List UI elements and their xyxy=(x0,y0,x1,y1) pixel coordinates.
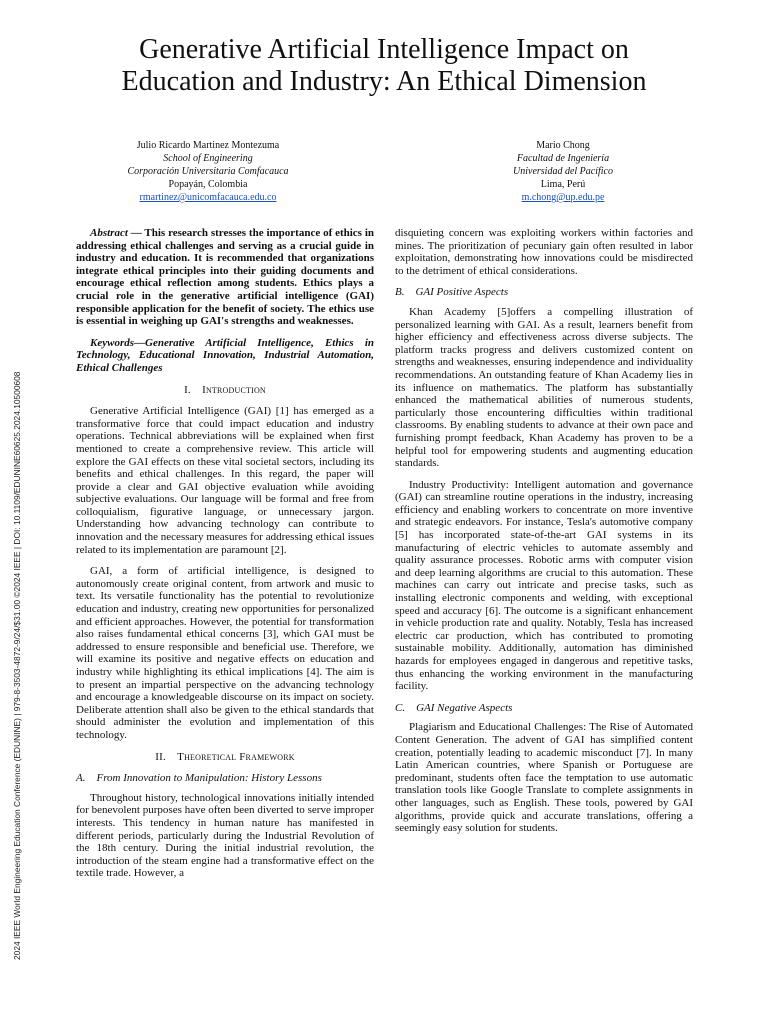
left-column xyxy=(76,227,374,889)
author-name: Mario Chong xyxy=(536,140,590,151)
abstract xyxy=(76,227,374,328)
paragraph: Generative Artificial Intelligence (GAI) [1] has emerged as a transformative force that could impact education and industry operations. Technical abbreviations will be explained when first mentioned to create a comprehensive review. This article will explore the GAI effects on these vital societal sectors, including its benefits and ethical challenges. In this regard, the paper will provide a clear and GAI objective evaluation while avoiding subjective evaluations. Our language will be formal and free from colloquialism, figurative language, or unnecessary jargon. Understanding how advancing technology can contribute to innovation and the necessary measures for addressing ethical issues related to its implementation are paramount [2]. xyxy=(76,405,374,556)
paragraph: Plagiarism and Educational Challenges: The Rise of Automated Content Generation. The advent of GAI has simplified content creation, potentially leading to academic misconduct [7]. In many Latin American countries, where Spanish or Portuguese are predominant, students often face the temptation to use automatic translation tools like Google Translate to complete assignments in other languages, such as English. These tools, powered by GAI algorithms, provide quick and accurate translations, offering a seemingly easy solution for students. xyxy=(395,721,693,835)
abstract-text: — This research stresses the importance of ethics in addressing ethical challenges and serving as a crucial guide in industry and education. It is recommended that organizations integrate ethical principles into their guiding documents and encourage ethical reflection among students. Ethics plays a crucial role in the generative artificial intelligence (GAI) responsible application for the benefit of society. The ethics use is essential in weighing up GAI's strengths and weaknesses. xyxy=(76,227,374,328)
author-city: Popayán, Colombia xyxy=(168,179,248,190)
subsection-heading-positive: B. GAI Positive Aspects xyxy=(395,286,509,299)
abstract-label: Abstract xyxy=(90,227,128,239)
title-line-1: Generative Artificial Intelligence Impact on xyxy=(139,34,629,65)
author-email-link[interactable]: rmartinez@unicomfacauca.edu.co xyxy=(139,192,277,203)
author-email-link[interactable]: m.chong@up.edu.pe xyxy=(521,192,605,203)
subsection-heading-history: A. From Innovation to Manipulation: History Lessons xyxy=(76,772,322,785)
subsection-heading-negative: C. GAI Negative Aspects xyxy=(395,701,513,714)
right-column xyxy=(395,227,693,844)
author-org: Universidad del Pacífico xyxy=(513,166,613,177)
author-name: Julio Ricardo Martinez Montezuma xyxy=(136,140,280,151)
paper-title xyxy=(40,34,728,98)
paragraph: Throughout history, technological innovations initially intended for benevolent purposes have often been diverted to serve improper interests. This tendency in human nature has manifested in different periods, particularly during the Industrial Revolution of the 18th century. During the initial industrial revolution, the introduction of the steam engine had a transformative effect on the textile trade. However, a xyxy=(76,791,374,880)
author-city: Lima, Perú xyxy=(540,179,586,190)
title-line-2: Education and Industry: An Ethical Dimension xyxy=(121,66,647,97)
author-block-1 xyxy=(88,139,328,204)
paragraph: Industry Productivity: Intelligent automation and governance (GAI) can streamline routine operations in the industry, increasing efficiency and enabling workers to concentrate on more inventive and strategic endeavors. For instance, Tesla's automotive company [5] has incorporated state-of-the-art GAI systems in its manufacturing of electric vehicles to automate assembly and quality assurance processes. Robotic arms with computer vision and deep learning algorithms are crucial to this automation. These machines can carry out intricate and precise tasks, such as installing electronic components and welding, with exceptional speed and accuracy [6]. The outcome is a significant enhancement in vehicle production rate and quality. Notably, Tesla has increased electric car production, which has contributed to promoting sustainable mobility. Additionally, automation has diminished hazards for employees engaged in dangerous and repetitive tasks, thus enhancing the working environment in the manufacturing facility. xyxy=(395,478,693,693)
section-heading-theoretical-framework: II. Theoretical Framework xyxy=(155,750,295,763)
paragraph: disquieting concern was exploiting workers within factories and mines. The prioritization of pecuniary gain often resulted in labor exploitation, demonstrating how innovations could be misdirected to the detriment of ethical considerations. xyxy=(395,227,693,277)
author-dept: Facultad de Ingeniería xyxy=(516,153,610,164)
author-block-2 xyxy=(443,139,683,204)
paragraph: Khan Academy [5]offers a compelling illustration of personalized learning with GAI. As a result, learners benefit from higher efficiency and effectiveness across diverse subjects. The platform tracks progress and delivers customized content on strengths and weaknesses, ensuring independence and individuality recommendations. An outstanding feature of Khan Academy lies in its influence on mathematics. The platform has substantially enhanced the mathematical abilities of numerous students, particularly those encountering difficulties within traditional classrooms. By enabling students to advance at their own pace and furnishing prompt feedback, Khan Academy has proven to be a helpful tool for empowering students and augmenting education standards. xyxy=(395,305,693,470)
keywords: Keywords—Generative Artificial Intelligence, Ethics in Technology, Educational Innovation, Industrial Automation, Ethical Challenges xyxy=(76,336,374,374)
section-heading-introduction: I. Introduction xyxy=(184,383,266,396)
conference-sidebar-text: 2024 IEEE World Engineering Education Conference (EDUNINE) | 979-8-3503-4872-9/24/$31.00 ©2024 IEEE | DOI: 10.1109/EDUNINE60625.2024.10500608 xyxy=(12,371,22,960)
author-org: Corporación Universitaria Comfacauca xyxy=(127,166,289,177)
paragraph: GAI, a form of artificial intelligence, is designed to autonomously create original content, from artwork and music to text. Its versatile functionality has the potential to revolutionize education and industry, creating new opportunities for personalized and efficient approaches. However, the potential for transformation also raises fundamental ethical concerns [3], which GAI must be addressed to ensure responsible and beneficial use. Therefore, we will examine its positive and negative effects on education and industry while highlighting its ethical implications [4]. The aim is to present an impartial perspective on the advancing technology and encourage a knowledgeable discourse on its impact on society. Deliberate attention shall also be given to the ethical standards that should administer the evolution and implementation of this technology. xyxy=(76,565,374,741)
author-dept: School of Engineering xyxy=(163,153,253,164)
